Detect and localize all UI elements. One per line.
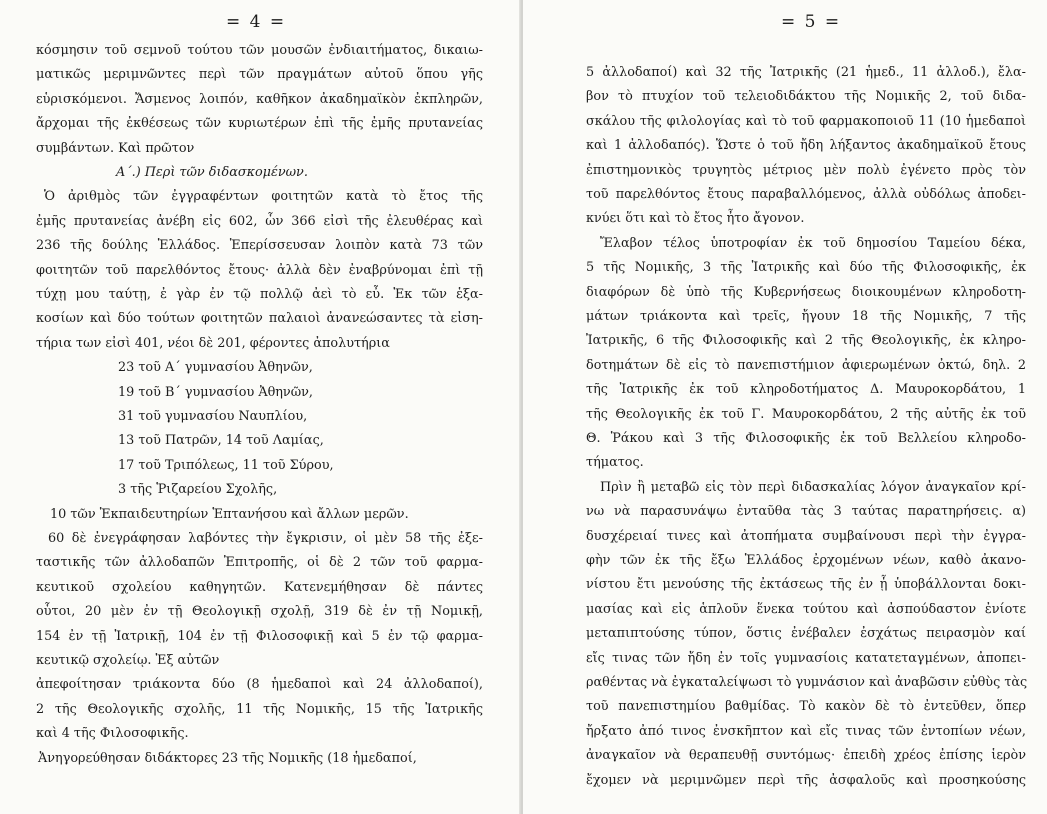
- text-line: 2 τῆς Θεολογικῆς σχολῆς, 11 τῆς Νομικῆς, 15 τῆς Ἰατρικῆς: [36, 701, 483, 717]
- page-number-left: = 4 =: [226, 12, 287, 32]
- text-line: ραθέντας νὰ ἐγκαταλείψωσι τὸ γυμνάσιον καὶ ἀναβῶσιν εὐθὺς τὰς: [586, 675, 1028, 690]
- text-line: εἴς τινας τῶν ἤδη ἐν τοῖς γυμνασίοις κατατεταγμένων, ἀποπει-: [586, 650, 1026, 666]
- text-line: συμβάντων. Καὶ πρῶτον: [36, 140, 195, 156]
- text-line: κόσμησιν τοῦ σεμνοῦ τούτου τῶν μουσῶν ἐνδιαιτήματος, δικαιω-: [36, 43, 483, 58]
- text-line: ἐμῆς πρυτανείας ἀνέβη εἰς 602, ὧν 366 εἰσὶ τῆς ἐλευθέρας καὶ: [36, 213, 483, 229]
- text-line: ἤρξατο ἀπό τινος ἐνσκῆπτον καὶ εἴς τινας τῶν ἐντοπίων νέων,: [586, 723, 1026, 739]
- text-line: νίστου ἔτι μενούσης τῆς ἐκτάσεως τῆς ἐν ᾗ ὑποβάλλονται δοκι-: [586, 577, 1026, 593]
- text-line: καὶ 4 τῆς Φιλοσοφικῆς.: [36, 726, 189, 742]
- text-line: ἐπιστημονικὸς τρυγητὸς μέτριος μὲν πολὺ ἐγένετο πρὸς τὸν: [586, 162, 1026, 178]
- text-line: βον τὸ πτυχίον τοῦ τελειοδιδάκτου τῆς Νομικῆς 2, τοῦ διδα-: [586, 89, 1026, 105]
- text-line: 19 τοῦ Β΄ γυμνασίου Ἀθηνῶν,: [118, 384, 313, 400]
- text-line: 31 τοῦ γυμνασίου Ναυπλίου,: [118, 409, 308, 424]
- text-line: κευτικοῦ σχολείου καθηγητῶν. Κατενεμήθησαν δὲ πάντες: [36, 579, 483, 595]
- text-line: τήρια των εἰσὶ 401, νέοι δὲ 201, φέροντες ἀπολυτήρια: [36, 335, 390, 351]
- text-line: τοῦ παρελθόντος ἔτους παραβαλλόμενος, ἀλλὰ οὐδόλως ἀποδει-: [586, 187, 1026, 202]
- text-line: τῆς Θεολογικῆς ἐκ τοῦ Γ. Μαυροκορδάτου, 2 τῆς αὐτῆς ἐκ τοῦ: [586, 406, 1026, 422]
- text-line: ταστικῆς τῶν ἀλλοδαπῶν Ἐπιτροπῆς, οἱ δὲ 2 τῶν τοῦ φαρμα-: [36, 555, 483, 571]
- text-line: μασίας καὶ εἰς ἁπλοῦν ἕνεκα τούτου καὶ ἀσπούδαστον ἐνίοτε: [586, 601, 1026, 617]
- text-line: ἀναγκαῖον νὰ θεραπευθῇ συντόμως· ἐπειδὴ χρέος ἐπίσης ἱερὸν: [586, 748, 1026, 764]
- text-line: Α΄.) Περὶ τῶν διδασκομένων.: [116, 165, 308, 180]
- text-line: ματικῶς μεριμνῶντες περὶ τῶν πραγμάτων αὐτοῦ ὅπου γῆς: [36, 67, 483, 83]
- text-line: Ὁ ἀριθμὸς τῶν ἐγγραφέντων φοιτητῶν κατὰ τὸ ἔτος τῆς: [44, 189, 483, 205]
- text-line: 23 τοῦ Α΄ γυμνασίου Ἀθηνῶν,: [118, 360, 313, 376]
- text-line: Ἔλαβον τέλος ὑποτροφίαν ἐκ τοῦ δημοσίου Ταμείου δέκα,: [600, 235, 1026, 251]
- text-line: μάτων τριάκοντα καὶ τρεῖς, ἤγουν 18 τῆς Νομικῆς, 7 τῆς: [586, 309, 1026, 324]
- text-line: κνύει ὅτι καὶ τὸ ἔτος ἦτο ἄγονον.: [586, 211, 805, 227]
- text-line: 60 δὲ ἐνεγράφησαν λαβόντες τὴν ἔγκρισιν, οἱ μὲν 58 τῆς ἐξε-: [48, 531, 483, 546]
- text-line: Ἀνηγορεύθησαν διδάκτορες 23 τῆς Νομικῆς (18 ἡμεδαποί,: [38, 750, 417, 766]
- text-line: δυσχέρειαί τινες καὶ ἀτοπήματα συμβαίνουσι περὶ τὴν ἐγγρα-: [586, 528, 1026, 544]
- right-page: [523, 0, 1047, 814]
- left-page: [0, 0, 521, 814]
- text-line: 236 τῆς δούλης Ἑλλάδος. Ἐπερίσσευσαν λοιπὸν κατὰ 73 τῶν: [36, 238, 483, 254]
- text-line: σκάλου τῆς φιλολογίας καὶ τὸ τοῦ φαρμακοποιοῦ 11 (10 ἡμεδαποὶ: [586, 113, 1026, 129]
- text-line: εὑρισκόμενοι. Ἄσμενος λοιπόν, καθῆκον ἀκαδημαϊκὸν ἐκπληρῶν,: [36, 91, 483, 107]
- text-line: ἔχομεν νὰ μεριμνῶμεν περὶ τῆς ἀσφαλοῦς καὶ προσηκούσης: [586, 772, 1026, 788]
- text-line: τήματος.: [586, 455, 644, 471]
- text-line: μεταπιπτούσης τύπον, ὅστις ἐνέβαλεν ἐσχάτως πειρασμὸν καί: [586, 626, 1026, 642]
- text-line: κοσίων καὶ δύο τούτων φοιτητῶν παλαιοὶ ἀνανεώσαντες τὰ εἰση-: [36, 311, 483, 327]
- text-line: 17 τοῦ Τριπόλεως, 11 τοῦ Σύρου,: [118, 457, 334, 473]
- text-line: νω νὰ παρασυνάψω ἐνταῦθα τὰς 3 ταύτας παρατηρήσεις. α): [586, 504, 1026, 520]
- text-line: τῆς Ἰατρικῆς ἐκ τοῦ κληροδοτήματος Δ. Μαυροκορδάτου, 1: [586, 382, 1026, 398]
- text-line: Ἰατρικῆς, 6 τῆς Φιλοσοφικῆς καὶ 2 τῆς Θεολογικῆς, ἐκ κληρο-: [586, 333, 1026, 349]
- text-line: δοτημάτων δὲ εἰς τὸ πανεπιστήμιον ἀφιερωμένων ὀκτώ, δηλ. 2: [586, 357, 1026, 373]
- text-line: οὗτοι, 20 μὲν ἐν τῇ Θεολογικῇ σχολῇ, 319 δὲ ἐν τῇ Νομικῇ,: [36, 604, 483, 620]
- text-line: Θ. Ῥάκου καὶ 3 τῆς Φιλοσοφικῆς ἐκ τοῦ Βελλείου κληροδο-: [586, 431, 1026, 446]
- text-line: 154 ἐν τῇ Ἰατρικῇ, 104 ἐν τῇ Φιλοσοφικῇ καὶ 5 ἐν τῷ φαρμα-: [36, 628, 483, 644]
- text-line: ἄρχομαι τῆς ἐκθέσεως τῶν κυριωτέρων ἐπὶ τῆς ἐμῆς πρυτανείας: [36, 116, 483, 132]
- text-line: 10 τῶν Ἐκπαιδευτηρίων Ἑπτανήσου καὶ ἄλλων μερῶν.: [50, 506, 409, 522]
- text-line: τύχῃ μου ταύτῃ, ἐ γὰρ ἐν τῷ πολλῷ ἀεὶ τὸ εὖ. Ἐκ τῶν ἑξα-: [36, 287, 483, 302]
- text-line: καὶ 1 ἀλλοδαπός). Ὥστε ὁ τοῦ ἤδη λήξαντος ἀκαδημαϊκοῦ ἔτους: [586, 138, 1026, 154]
- text-line: 3 τῆς Ῥιζαρείου Σχολῆς,: [118, 482, 278, 498]
- text-line: φοιτητῶν τοῦ παρελθόντος ἔτους· ἀλλὰ δὲν ἐναβρύνομαι ἐπὶ τῇ: [36, 262, 483, 278]
- text-line: ἀπεφοίτησαν τριάκοντα δύο (8 ἡμεδαποὶ καὶ 24 ἀλλοδαποί),: [36, 677, 483, 693]
- text-line: 5 ἀλλοδαποί) καὶ 32 τῆς Ἰατρικῆς (21 ἡμεδ., 11 ἀλλοδ.), ἔλα-: [586, 65, 1026, 80]
- text-line: διαφόρων δὲ ὑπὸ τῆς Κυβερνήσεως διοικουμένων κληροδοτη-: [586, 284, 1026, 300]
- text-line: φὴν τῶν ἐκ τῆς ἔξω Ἑλλάδος ἐρχομένων νέων, καθὸ ἀκανο-: [586, 553, 1026, 568]
- text-line: κευτικῷ σχολείῳ. Ἐξ αὐτῶν: [36, 653, 220, 668]
- text-line: Πρὶν ἢ μεταβῶ εἰς τὸν περὶ διδασκαλίας λόγον ἀναγκαῖον κρί-: [600, 479, 1026, 495]
- text-line: 5 τῆς Νομικῆς, 3 τῆς Ἰατρικῆς καὶ δύο τῆς Φιλοσοφικῆς, ἐκ: [586, 260, 1026, 276]
- page-number-right: = 5 =: [781, 12, 842, 32]
- text-line: τοῦ πανεπιστημίου βαθμίδας. Τὸ κακὸν δὲ τὸ ἐντεῦθεν, ὅπερ: [586, 699, 1026, 715]
- text-line: 13 τοῦ Πατρῶν, 14 τοῦ Λαμίας,: [118, 433, 324, 449]
